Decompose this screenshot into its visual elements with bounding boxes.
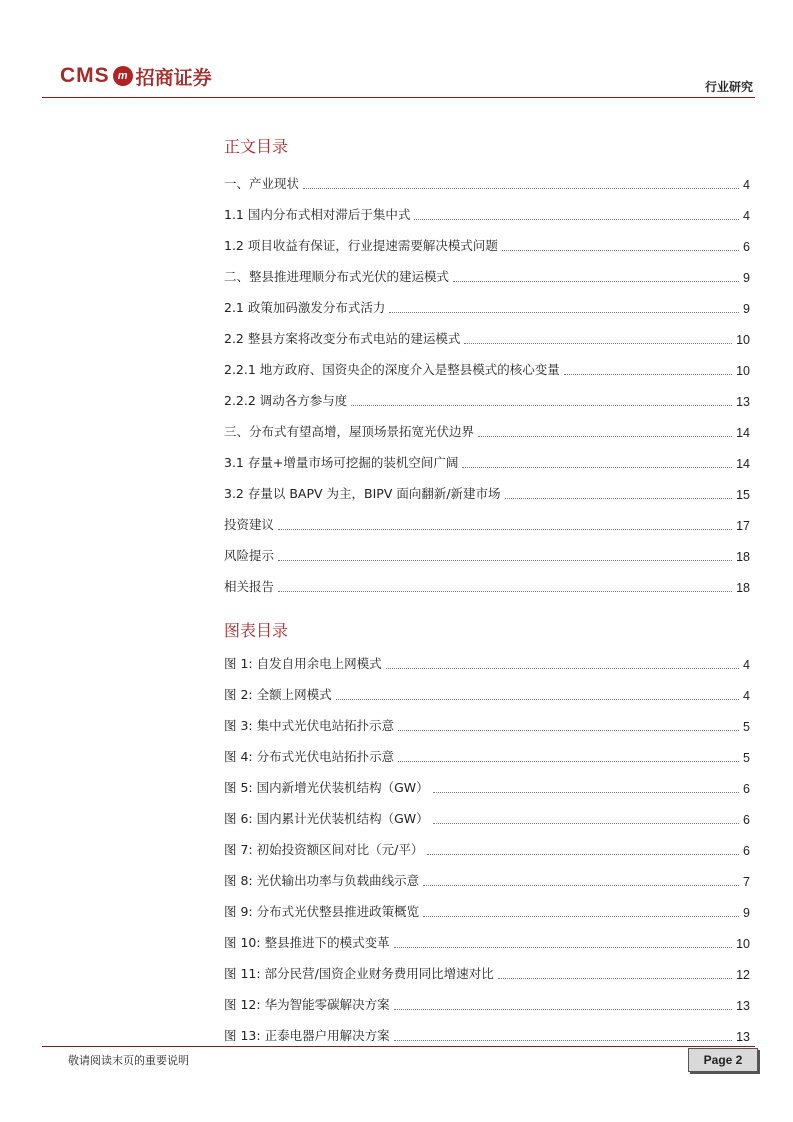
company-logo xyxy=(60,62,212,90)
toc-entry[interactable] xyxy=(224,316,750,347)
toc-entry[interactable] xyxy=(224,161,750,192)
dot-leader xyxy=(351,405,732,406)
header-divider xyxy=(42,97,755,98)
toc-entry-page-number: 10 xyxy=(732,364,750,378)
dot-leader xyxy=(564,374,732,375)
toc-entry[interactable] xyxy=(224,254,750,285)
toc-entry-label: 2.2.1 地方政府、国资央企的深度介入是整县模式的核心变量 xyxy=(224,360,564,378)
toc-entry-label: 1.2 项目收益有保证，行业提速需要解决模式问题 xyxy=(224,236,502,254)
toc-entry-page-number: 9 xyxy=(739,271,750,285)
dot-leader xyxy=(303,188,739,189)
dot-leader xyxy=(433,792,739,793)
figure-entry[interactable] xyxy=(224,734,750,765)
figure-entry-page-number: 7 xyxy=(739,875,750,889)
figure-entry[interactable] xyxy=(224,672,750,703)
figure-entry-label: 图 6: 国内累计光伏装机结构（GW） xyxy=(224,809,433,827)
toc-entry-label: 一、产业现状 xyxy=(224,174,303,192)
figure-entry[interactable] xyxy=(224,827,750,858)
figure-entry-page-number: 6 xyxy=(739,844,750,858)
figure-entry-page-number: 13 xyxy=(732,999,750,1013)
toc-entry-page-number: 4 xyxy=(739,178,750,192)
toc-entry-page-number: 18 xyxy=(732,550,750,564)
toc-entry-page-number: 15 xyxy=(732,488,750,502)
toc-entry[interactable] xyxy=(224,223,750,254)
dot-leader xyxy=(394,1009,733,1010)
figure-entry-label: 图 1: 自发自用余电上网模式 xyxy=(224,654,386,672)
dot-leader xyxy=(453,281,739,282)
toc-entry-page-number: 10 xyxy=(732,333,750,347)
figure-entry-label: 图 4: 分布式光伏电站拓扑示意 xyxy=(224,747,398,765)
dot-leader xyxy=(398,730,739,731)
toc-entry[interactable] xyxy=(224,285,750,316)
logo-cms-text: CMS xyxy=(60,64,110,87)
figure-entry-label: 图 10: 整县推进下的模式变革 xyxy=(224,933,394,951)
dot-leader xyxy=(433,823,739,824)
dot-leader xyxy=(394,947,733,948)
figure-entry-label: 图 9: 分布式光伏整县推进政策概览 xyxy=(224,902,423,920)
footer-divider xyxy=(42,1046,755,1047)
figure-entry-page-number: 4 xyxy=(739,658,750,672)
dot-leader xyxy=(278,529,732,530)
toc-entry-page-number: 13 xyxy=(732,395,750,409)
figure-entry-label: 图 13: 正泰电器户用解决方案 xyxy=(224,1026,394,1044)
dot-leader xyxy=(394,1040,733,1041)
toc-entry-label: 相关报告 xyxy=(224,577,278,595)
dot-leader xyxy=(423,916,739,917)
figure-entry[interactable] xyxy=(224,765,750,796)
figure-entry-label: 图 7: 初始投资额区间对比（元/平） xyxy=(224,840,427,858)
figure-entry[interactable] xyxy=(224,1013,750,1044)
figures-list xyxy=(224,641,750,1044)
toc-entry-label: 2.1 政策加码激发分布式活力 xyxy=(224,298,389,316)
toc-entry-page-number: 4 xyxy=(739,209,750,223)
figure-entry-label: 图 3: 集中式光伏电站拓扑示意 xyxy=(224,716,398,734)
figure-entry-page-number: 5 xyxy=(739,720,750,734)
dot-leader xyxy=(427,854,739,855)
figure-entry-page-number: 9 xyxy=(739,906,750,920)
toc-entry[interactable] xyxy=(224,409,750,440)
logo-chinese-text: 招商证券 xyxy=(135,66,212,89)
dot-leader xyxy=(464,343,732,344)
figure-entry[interactable] xyxy=(224,982,750,1013)
dot-leader xyxy=(478,436,732,437)
toc-entry-page-number: 6 xyxy=(739,240,750,254)
figure-entry[interactable] xyxy=(224,920,750,951)
dot-leader xyxy=(398,761,739,762)
figure-entry-page-number: 4 xyxy=(739,689,750,703)
toc-entry-page-number: 17 xyxy=(732,519,750,533)
dot-leader xyxy=(414,219,739,220)
dot-leader xyxy=(505,498,733,499)
figure-entry[interactable] xyxy=(224,858,750,889)
toc-entry-label: 三、分布式有望高增，屋顶场景拓宽光伏边界 xyxy=(224,422,478,440)
dot-leader xyxy=(389,312,739,313)
toc-title: 正文目录 xyxy=(224,137,289,156)
toc-entry[interactable] xyxy=(224,440,750,471)
figure-entry-label: 图 11: 部分民营/国资企业财务费用同比增速对比 xyxy=(224,964,498,982)
dot-leader xyxy=(498,978,732,979)
dot-leader xyxy=(336,699,739,700)
dot-leader xyxy=(278,560,732,561)
toc-entry[interactable] xyxy=(224,564,750,595)
dot-leader xyxy=(462,467,732,468)
figure-entry[interactable] xyxy=(224,951,750,982)
toc-entry-label: 1.1 国内分布式相对滞后于集中式 xyxy=(224,205,414,223)
toc-entry-label: 3.1 存量+增量市场可挖掘的装机空间广阔 xyxy=(224,453,462,471)
toc-entry-page-number: 14 xyxy=(732,457,750,471)
figures-title: 图表目录 xyxy=(224,621,289,640)
figure-entry[interactable] xyxy=(224,703,750,734)
logo-badge-icon: m xyxy=(113,66,133,86)
footer-note: 敬请阅读末页的重要说明 xyxy=(68,1054,189,1067)
figure-entry-page-number: 6 xyxy=(739,782,750,796)
dot-leader xyxy=(386,668,739,669)
figure-entry-label: 图 8: 光伏输出功率与负载曲线示意 xyxy=(224,871,423,889)
figure-entry-page-number: 6 xyxy=(739,813,750,827)
toc-entry[interactable] xyxy=(224,378,750,409)
dot-leader xyxy=(502,250,739,251)
figure-entry-label: 图 2: 全额上网模式 xyxy=(224,685,336,703)
figure-entry[interactable] xyxy=(224,889,750,920)
figure-entry-page-number: 12 xyxy=(732,968,750,982)
toc-entry-page-number: 9 xyxy=(739,302,750,316)
figure-entry-label: 图 12: 华为智能零碳解决方案 xyxy=(224,995,394,1013)
figure-entry-label: 图 5: 国内新增光伏装机结构（GW） xyxy=(224,778,433,796)
toc-entry-label: 2.2.2 调动各方参与度 xyxy=(224,391,351,409)
figure-entry-page-number: 10 xyxy=(732,937,750,951)
dot-leader xyxy=(278,591,732,592)
report-type: 行业研究 xyxy=(704,80,753,94)
toc-entry[interactable] xyxy=(224,471,750,502)
figure-entry-page-number: 5 xyxy=(739,751,750,765)
toc-entry[interactable] xyxy=(224,347,750,378)
figure-entry[interactable] xyxy=(224,796,750,827)
toc-entry-label: 2.2 整县方案将改变分布式电站的建运模式 xyxy=(224,329,464,347)
toc-entry-label: 投资建议 xyxy=(224,515,278,533)
toc-entry-label: 3.2 存量以 BAPV 为主，BIPV 面向翻新/新建市场 xyxy=(224,484,505,502)
toc-entry[interactable] xyxy=(224,533,750,564)
toc-list xyxy=(224,161,750,595)
toc-entry[interactable] xyxy=(224,192,750,223)
toc-entry-page-number: 14 xyxy=(732,426,750,440)
toc-entry-label: 风险提示 xyxy=(224,546,278,564)
figure-entry-page-number: 13 xyxy=(732,1030,750,1044)
figure-entry[interactable] xyxy=(224,641,750,672)
page-number-badge: Page 2 xyxy=(688,1048,758,1072)
toc-entry-page-number: 18 xyxy=(732,581,750,595)
toc-entry-label: 二、整县推进理顺分布式光伏的建运模式 xyxy=(224,267,453,285)
toc-entry[interactable] xyxy=(224,502,750,533)
dot-leader xyxy=(423,885,739,886)
